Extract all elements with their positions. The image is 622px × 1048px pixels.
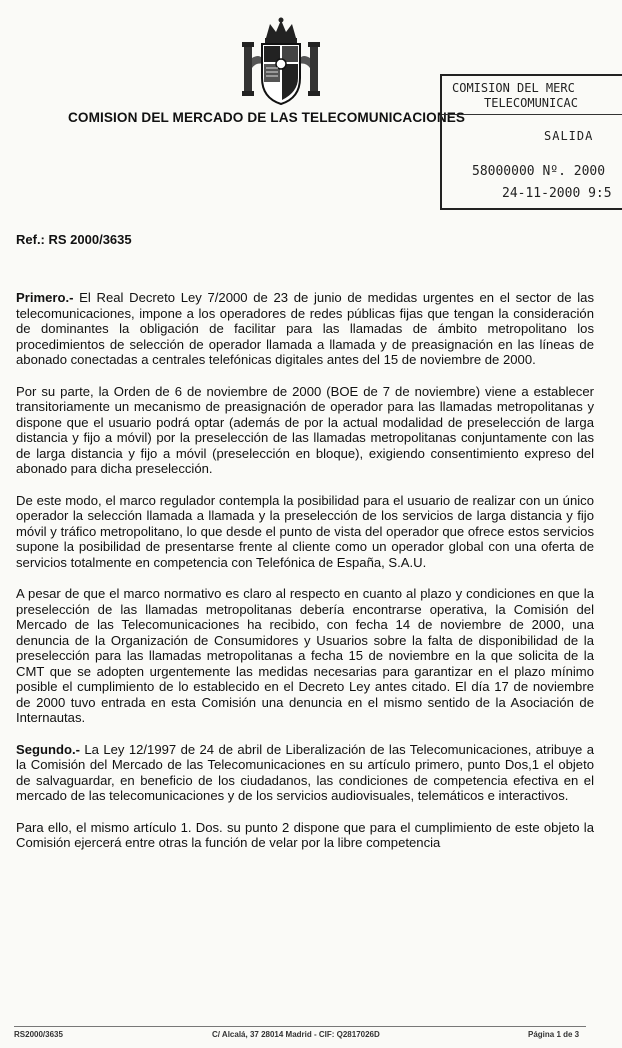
footer-page-number: Página 1 de 3 <box>528 1030 580 1039</box>
paragraph-lead: Segundo.- <box>16 741 81 757</box>
coat-of-arms-icon <box>238 16 324 108</box>
stamp-number: 58000000 Nº. 2000 <box>472 164 606 179</box>
paragraph <box>16 493 594 571</box>
stamp-divider <box>442 114 622 115</box>
stamp-status: SALIDA <box>544 129 594 143</box>
document-body <box>16 290 594 867</box>
footer-divider <box>14 1026 586 1027</box>
paragraph-lead: Primero.- <box>16 290 74 305</box>
page-footer <box>0 1030 600 1044</box>
stamp-line-2: TELECOMUNICAC <box>484 96 578 110</box>
footer-reference: RS2000/3635 <box>14 1030 63 1039</box>
registry-stamp <box>440 74 622 210</box>
paragraph-primero <box>16 290 594 368</box>
paragraph-text: Por su parte, la Orden de 6 de noviembre de 2000 (BOE de 7 de noviembre) viene a establecer transitoriamente un mecanismo de preasignación de operador para las llamadas metropolitanas y dispone que el usuario podrá optar (además de por la actual modalidad de preselección de larga distancia y fijo a móvil) por la preselección de las llamadas metropolitanas conjuntamente con las de larga distancia y fijo a móvil (preselección en bloque), exigiendo consentimiento expreso del abonado para dicha preselección. <box>16 383 594 476</box>
stamp-datetime: 24-11-2000 9:5 <box>502 186 612 201</box>
paragraph-text: A pesar de que el marco normativo es claro al respecto en cuanto al plazo y condiciones en que la preselección de las llamadas metropolitanas debería encontrarse operativa, la Comisión del Mercado de las Telecomunicaciones ha recibido, con fecha 14 de noviembre de 2000, una denuncia de la Organización de Consumidores y Usuarios sobre la falta de disponibilidad de la preselección para las llamadas metropolitanas a fecha 15 de noviembre en la que solicita de la CMT que se adopten urgentemente las medidas necesarias para garantizar en el plazo mínimo posible el cumplimiento de lo establecido en el Decreto Ley antes citado. El día 17 de noviembre de 2000 tuvo entrada en esta Comisión una denuncia en el mismo sentido de la Asociación de Internautas. <box>16 586 594 725</box>
organization-title: COMISION DEL MERCADO DE LAS TELECOMUNICACIONES <box>68 110 466 125</box>
paragraph-segundo <box>16 742 594 804</box>
paragraph-text: El Real Decreto Ley 7/2000 de 23 de junio de medidas urgentes en el sector de las telecomunicaciones, impone a los operadores de redes públicas fijas que tengan la consideración de dominantes la obligación de facilitar para las llamadas de ámbito metropolitano los procedimientos de selección de operador llamada a llamada y de preasignación en las líneas de abonado conectadas a centrales telefónicas digitales antes del 15 de noviembre de 2000. <box>16 290 594 367</box>
paragraph <box>16 820 594 851</box>
paragraph-text: Para ello, el mismo artículo 1. Dos. su punto 2 dispone que para el cumplimiento de este objeto la Comisión ejercerá entre otras la función de velar por la libre competencia <box>16 819 594 850</box>
paragraph-text: De este modo, el marco regulador contempla la posibilidad para el usuario de realizar con un único operador la selección llamada a llamada y la preselección de los servicios de larga distancia y fijo móvil y tráfico metropolitano, lo que desde el punto de vista del operador que ofrece estos servicios supone la posibilidad de presentarse frente al cliente como un operador global con una oferta de servicios totalmente en competencia con Telefónica de España, S.A.U. <box>16 492 594 570</box>
footer-address: C/ Alcalá, 37 28014 Madrid - CIF: Q2817026D <box>212 1030 380 1039</box>
paragraph <box>16 384 594 477</box>
reference-number: Ref.: RS 2000/3635 <box>16 232 132 247</box>
stamp-line-1: COMISION DEL MERC <box>452 81 575 95</box>
paragraph-text: La Ley 12/1997 de 24 de abril de Liberalización de las Telecomunicaciones, atribuye a la Comisión del Mercado de las Telecomunicaciones en su artículo primero, punto Dos,1 el objeto de salvaguardar, en beneficio de los ciudadanos, las condiciones de competencia efectiva en el mercado de las telecomunicaciones y de los servicios audiovisuales, telemáticos e interactivos. <box>16 741 594 803</box>
paragraph <box>16 586 594 726</box>
